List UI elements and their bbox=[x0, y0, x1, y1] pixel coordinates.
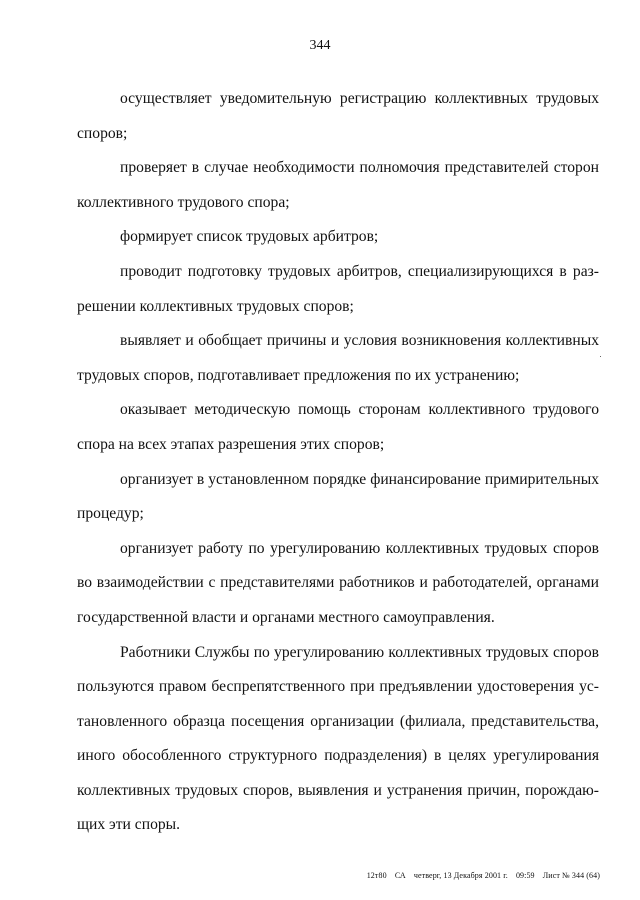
paragraph-first-line: организует работу по урегулированию коллективных трудовых споров bbox=[120, 539, 599, 557]
page-footer bbox=[0, 871, 600, 880]
paragraph-line: щих эти споры. bbox=[77, 816, 181, 834]
paragraph-line: спора на всех этапах разрешения этих споров; bbox=[77, 435, 385, 453]
footer-sheet: Лист № 344 (64) bbox=[542, 871, 600, 880]
paragraph bbox=[77, 324, 599, 393]
paragraph-line: коллективных трудовых споров, выявления и устранения причин, порождаю- bbox=[77, 781, 599, 799]
paragraph bbox=[77, 82, 599, 151]
paragraph-line: споров; bbox=[77, 124, 128, 142]
paragraph-first-line: оказывает методическую помощь сторонам коллективного трудового bbox=[120, 401, 599, 419]
paragraph bbox=[77, 463, 599, 532]
paragraph-line: решении коллективных трудовых споров; bbox=[77, 297, 354, 315]
paragraph-line: пользуются правом беспрепятственного при предъявлении удостоверения ус- bbox=[77, 678, 599, 696]
paragraph-first-line: осуществляет уведомительную регистрацию коллективных трудовых bbox=[120, 90, 599, 107]
paragraph bbox=[77, 532, 599, 636]
paragraph-first-line: проводит подготовку трудовых арбитров, специализирующихся в раз- bbox=[120, 262, 599, 280]
paragraph-line: во взаимодействии с представителями работников и работодателей, органами bbox=[77, 574, 599, 592]
paragraph-line: процедур; bbox=[77, 505, 144, 523]
paragraph-first-line: выявляет и обобщает причины и условия возникновения коллективных bbox=[120, 332, 599, 350]
footer-date: четверг, 13 Декабря 2001 г. bbox=[413, 871, 508, 880]
footer-time: 09:59 bbox=[515, 871, 535, 880]
paragraph-line: коллективного трудового спора; bbox=[77, 193, 290, 211]
paragraph bbox=[77, 255, 599, 324]
document-body bbox=[77, 82, 599, 843]
paragraph-line: тановленного образца посещения организации (филиала, представительства, bbox=[77, 712, 599, 730]
paragraph bbox=[77, 151, 599, 220]
paragraph bbox=[77, 220, 599, 255]
paragraph bbox=[77, 393, 599, 462]
paragraph-first-line: проверяет в случае необходимости полномочия представителей сторон bbox=[120, 159, 599, 177]
paragraph-first-line: Работники Службы по урегулированию коллективных трудовых споров bbox=[120, 643, 599, 661]
paragraph-first-line: формирует список трудовых арбитров; bbox=[120, 228, 379, 246]
footer-code: 12т80 bbox=[366, 871, 387, 880]
paragraph-first-line: организует в установленном порядке финансирование примирительных bbox=[120, 470, 599, 488]
scan-speck bbox=[600, 356, 601, 357]
paragraph-line: иного обособленного структурного подразделения) в целях урегулирования bbox=[77, 747, 599, 765]
paragraph-line: государственной власти и органами местного самоуправления. bbox=[77, 608, 495, 626]
footer-initials: СА bbox=[394, 871, 406, 880]
paragraph bbox=[77, 636, 599, 844]
paragraph-line: трудовых споров, подготавливает предложения по их устранению; bbox=[77, 366, 520, 384]
page-number: 344 bbox=[309, 38, 331, 53]
